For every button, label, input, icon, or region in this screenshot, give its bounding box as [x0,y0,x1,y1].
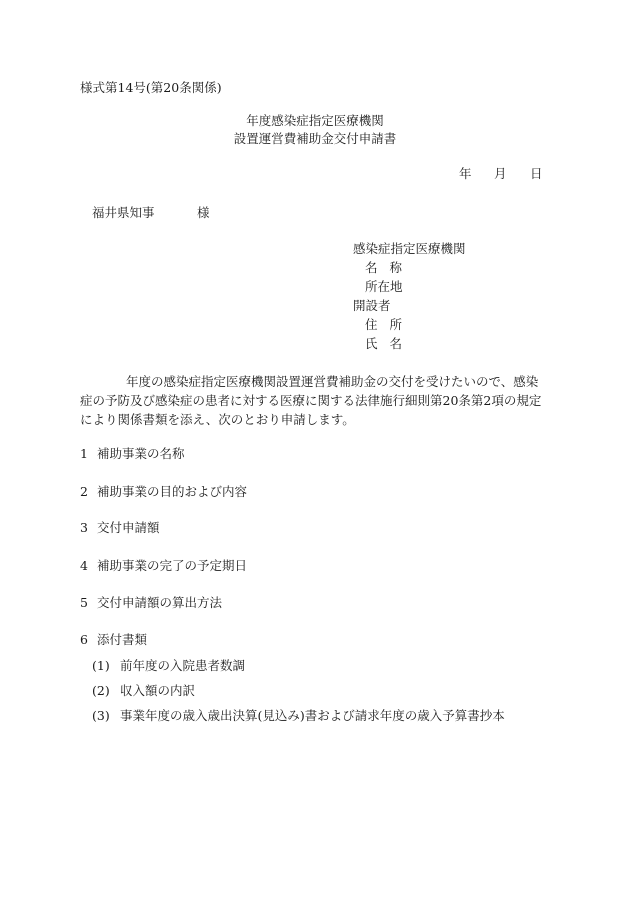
applicant-org-label: 感染症指定医療機関 [353,241,466,256]
attachment-number: (2) [92,683,110,698]
item-label: 補助事業の名称 [97,446,185,461]
addressee-honorific: 様 [197,205,210,220]
item-label: 交付申請額 [97,520,160,535]
list-item [80,448,185,461]
attachment-label: 収入額の内訳 [120,683,196,698]
founder-name-label: 氏名 [365,336,415,351]
item-number: 3 [80,520,88,535]
item-number: 5 [80,595,88,610]
founder-label: 開設者 [353,298,391,313]
founder-address-label: 住所 [365,317,415,332]
item-number: 4 [80,558,88,573]
attachment-item [92,685,195,698]
date-year-label: 年 [459,166,472,181]
list-item [80,486,247,499]
item-number: 1 [80,446,88,461]
list-item [80,634,147,647]
date-day-label: 日 [530,166,543,181]
attachment-label: 事業年度の歳入歳出決算(見込み)書および請求年度の歳入予算書抄本 [120,708,505,723]
item-label: 添付書類 [97,632,148,647]
document-title-line2: 設置運営費補助金交付申請書 [233,131,397,146]
form-number: 様式第14号(第20条関係) [80,80,222,95]
item-label: 補助事業の完了の予定期日 [97,558,248,573]
document-title-line1: 年度感染症指定医療機関 [246,113,384,128]
attachment-number: (1) [92,658,110,673]
list-item [80,560,247,573]
attachment-number: (3) [92,708,110,723]
item-label: 補助事業の目的および内容 [97,484,248,499]
applicant-name-label: 名称 [365,260,415,275]
list-item [80,522,160,535]
list-item [80,597,222,610]
date-month-label: 月 [494,166,507,181]
attachment-item [92,660,245,673]
item-label: 交付申請額の算出方法 [97,595,223,610]
applicant-address-label: 所在地 [365,279,403,294]
addressee-name: 福井県知事 [92,205,155,220]
application-body-text: 年度の感染症指定医療機関設置運営費補助金の交付を受けたいので、感染症の予防及び感染症の患者に対する医療に関する法律施行細則第20条第2項の規定により関係書類を添え、次のとおり申請します。 [80,374,542,427]
attachment-item [92,710,505,723]
item-number: 2 [80,484,88,499]
item-number: 6 [80,632,88,647]
attachment-label: 前年度の入院患者数調 [120,658,246,673]
